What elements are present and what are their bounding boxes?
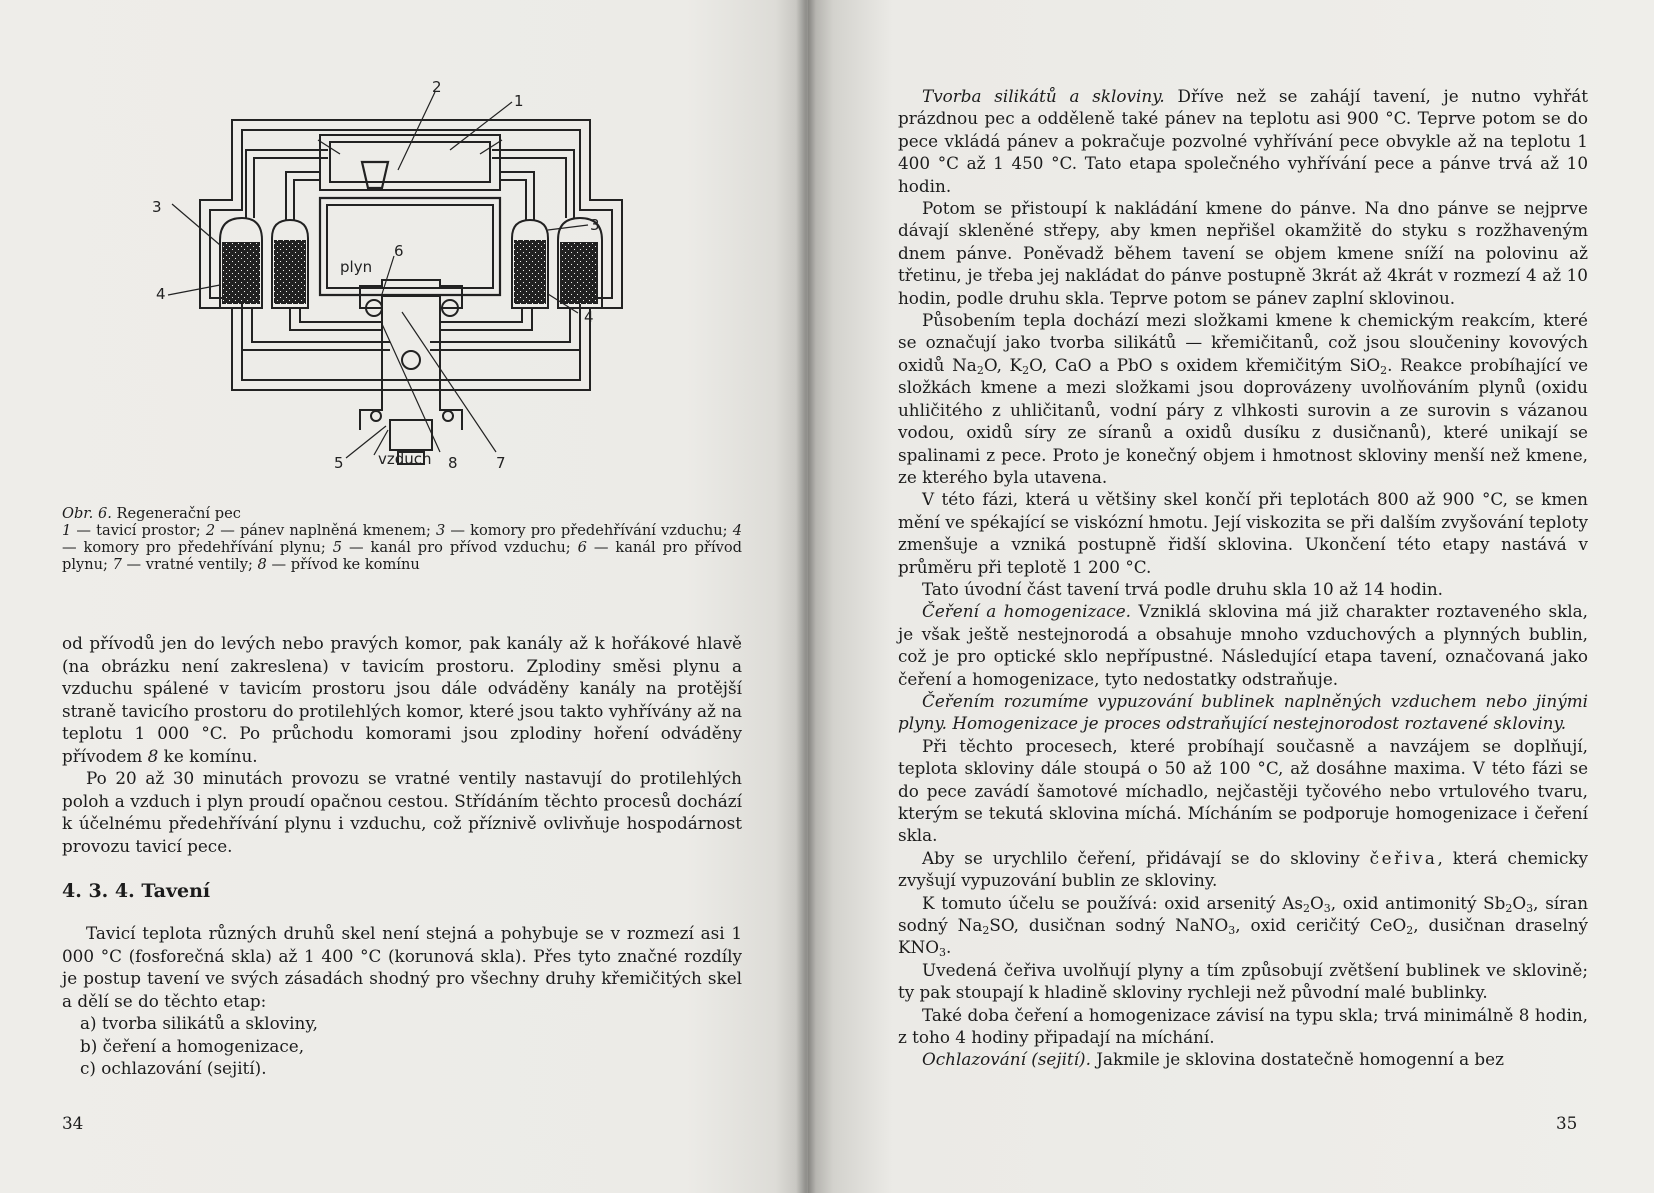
paragraph: Tato úvodní část tavení trvá podle druhu skla 10 až 14 hodin. [922,578,1444,599]
figure-label-3-left: 3 [152,198,162,216]
caption-text: — kanál pro přívod plynu; [62,539,742,573]
paragraph-text: Jakmile je sklovina dostatečně homogenní a bez [1090,1049,1504,1070]
caption-num: 6 [577,539,587,556]
page-number-right: 35 [1556,1113,1578,1133]
paragraph-text: ke komínu. [158,745,258,766]
paragraph [62,632,742,767]
paragraph: Také doba čeření a homogenizace závisí na typu skla; trvá minimálně 8 hodin, z toho 4 hodiny připadají na míchání. [898,1004,1588,1048]
caption-text: — přívod ke komínu [266,556,420,573]
left-body-text-2 [62,922,742,1080]
paragraph [898,690,1588,735]
caption-num: 1 [62,522,72,539]
left-body-text [62,632,742,857]
regenerative-furnace-diagram [150,80,670,500]
paragraph: Působením tepla dochází mezi složkami kmene k chemickým reakcím, které se označují jako tvorba silikátů — křemičitanů, což jsou sloučeniny kovových oxidů $Na_2O$, $K_2O$, CaO a PbO s oxidem křemičitým SiO$_2$. Reakce probíhající ve složkách kmene a mezi složkami jsou doprovázeny uvolňováním plynů (oxidu uhličitého z uhličitanů, vodní páry z vlhkosti surovin a ze surovin s vázanou vodou, oxidů síry ze síranů a oxidů dusíku z dusičnanů), které unikají se spalinami z pece. Proto je konečný objem i hmotnost skloviny menší než kmene, ze kterého byla utavena. [898,310,1588,487]
figure-label-2: 2 [432,78,442,96]
figure-caption [62,505,742,573]
figure-label-vzduch: vzduch [378,450,432,468]
left-page [0,0,808,1193]
figure-label-3-right: 3 [590,216,600,234]
caption-num: 8 [257,556,267,573]
figure-label-5: 5 [334,454,344,472]
paragraph-num: 8 [147,745,159,766]
caption-text: — kanál pro přívod vzduchu; [342,539,578,556]
caption-num: 3 [435,522,446,539]
paragraph-text: Vzniklá sklovina má již charakter roztaveného skla, je však ještě nestejnorodá a obsahuje mnoho vzduchových a plynných bublin, což je pro optické sklo nepřípustné. Následující etapa tavení, označovaná jako čeření a homogenizace, tyto nedostatky odstraňuje. [898,601,1589,689]
caption-text: — vratné ventily; [121,556,258,573]
list-item: a) tvorba silikátů a skloviny, [80,1013,318,1033]
paragraph-lead: Tvorba silikátů a skloviny. [922,86,1165,106]
paragraph [898,600,1588,690]
figure-label-8: 8 [448,454,458,472]
caption-num: 5 [332,539,343,556]
figure-label-1: 1 [514,92,524,110]
figure-label-4-left: 4 [156,285,166,303]
figure-label-4-right: 4 [584,308,594,326]
paragraph [898,85,1588,197]
page-number-left: 34 [62,1113,84,1133]
caption-lead: Obr. 6. [62,505,112,522]
paragraph: Po 20 až 30 minutách provozu se vratné ventily nastavují do protilehlých poloh a vzduch i plyn proudí opačnou cestou. Střídáním těchto procesů dochází k účelnému předehřívání plynu i vzduchu, což příznivě ovlivňuje hospodárnost provozu tavicí pece. [62,768,742,856]
caption-num: 2 [205,522,216,539]
caption-text: — tavicí prostor; [71,522,206,539]
caption-text: — komory pro předehřívání vzduchu; [445,522,733,539]
paragraph: Aby se urychlilo čeření, přidávají se do skloviny čeřiva, která chemicky zvyšují vypuzování bublin ze skloviny. [898,847,1589,891]
paragraph-italic: Čeřením rozumíme vypuzování bublinek naplněných vzduchem nebo jinými plyny. Homogenizace je proces odstraňující nestejnorodost roztavené skloviny. [898,690,1588,734]
paragraph: Potom se přistoupí k nakládání kmene do pánve. Na dno pánve se nejprve dávají skleněné střepy, aby kmen nepřišel okamžitě do styku s rozžhaveným dnem pánve. Poněvadž během tavení se objem kmene sníží na polovinu až třetinu, je třeba jej nakládat do pánve postupně 3krát až 4krát v rozmezí 4 až 10 hodin, podle druhu skla. Teprve potom se pánev zaplní sklovinou. [898,198,1588,308]
paragraph [898,1048,1588,1070]
caption-num: 4 [732,522,743,539]
caption-text: — komory pro předehřívání plynu; [62,539,333,556]
furnace-figure [150,80,670,500]
paragraph-lead: Čeření a homogenizace. [922,601,1131,622]
list-item: c) ochlazování (sejití). [80,1058,267,1078]
caption-num: 7 [112,556,122,573]
paragraph-text: od přívodů jen do levých nebo pravých komor, pak kanály až k hořákové hlavě (na obrázku není zakreslena) v tavicím prostoru. Zplodiny směsi plynu a vzduchu spálené v tavicím prostoru jsou dále odváděny kanály na protější straně tavicího prostoru do protilehlých komor, které jsou takto vyhřívány až na teplotu 1 000 °C. Po průchodu komorami jsou zplodiny hoření odváděny přívodem [62,633,742,766]
spaced-term: čeřiva [1369,847,1438,868]
figure-label-7: 7 [496,454,506,472]
figure-label-6: 6 [394,242,404,260]
paragraph-lead: Ochlazování (sejití). [922,1049,1091,1070]
paragraph: Tavicí teplota různých druhů skel není stejná a pohybuje se v rozmezí asi 1 000 °C (fosforečná skla) až 1 400 °C (korunová skla). Přes tyto značné rozdíly je postup tavení ve svých zásadách shodný pro všechny druhy křemičitých skel a dělí se do těchto etap: [62,923,742,1011]
figure-label-plyn: plyn [340,258,373,276]
right-page [808,0,1654,1193]
stage-list [62,1012,742,1080]
section-heading: 4. 3. 4. Tavení [62,880,211,902]
paragraph: V této fázi, která u většiny skel končí při teplotách 800 až 900 °C, se kmen mění ve spékající se viskózní hmotu. Její viskozita se při dalším zvyšování teploty zmenšuje a vzniká postupně řidší sklovina. Ukončení této etapy nastává v průměru při teplotě 1 200 °C. [898,489,1588,577]
caption-title: Regenerační pec [116,505,241,522]
caption-text: — pánev naplněná kmenem; [215,522,436,539]
list-item: b) čeření a homogenizace, [80,1035,305,1056]
paragraph: Uvedená čeřiva uvolňují plyny a tím způsobují zvětšení bublinek ve sklovině; ty pak stoupají k hladině skloviny rychleji než původní malé bublinky. [898,959,1588,1003]
right-body-text [898,85,1588,1071]
book-gutter [796,0,816,1193]
paragraph: Při těchto procesech, které probíhají současně a navzájem se doplňují, teplota skloviny dále stoupá o 50 až 100 °C, až dosáhne maxima. V této fázi se do pece zavádí šamotové míchadlo, nejčastěji tyčového nebo vrtulového tvaru, kterým se tekutá sklovina míchá. Mícháním se podporuje homogenizace i čeření skla. [898,735,1588,846]
paragraph-text: Dříve než se zahájí tavení, je nutno vyhřát prázdnou pec a odděleně také pánev na teplotu asi 900 °C. Teprve potom se do pece vkládá pánev a pokračuje pozvolné vyhřívání pece obvykle až na teplotu 1 400 °C až 1 450 °C. Tato etapa společného vyhřívání pece a pánve trvá až 10 hodin. [898,86,1588,196]
paragraph: K tomuto účelu se používá: oxid arsenitý $As_2O_3$, oxid antimonitý $Sb_2O_3$, síran sodný $Na_2SO$, dusičnan sodný NaNO$_3$, oxid ceričitý CeO$_2$, dusičnan draselný $KNO_3$. [898,892,1589,960]
